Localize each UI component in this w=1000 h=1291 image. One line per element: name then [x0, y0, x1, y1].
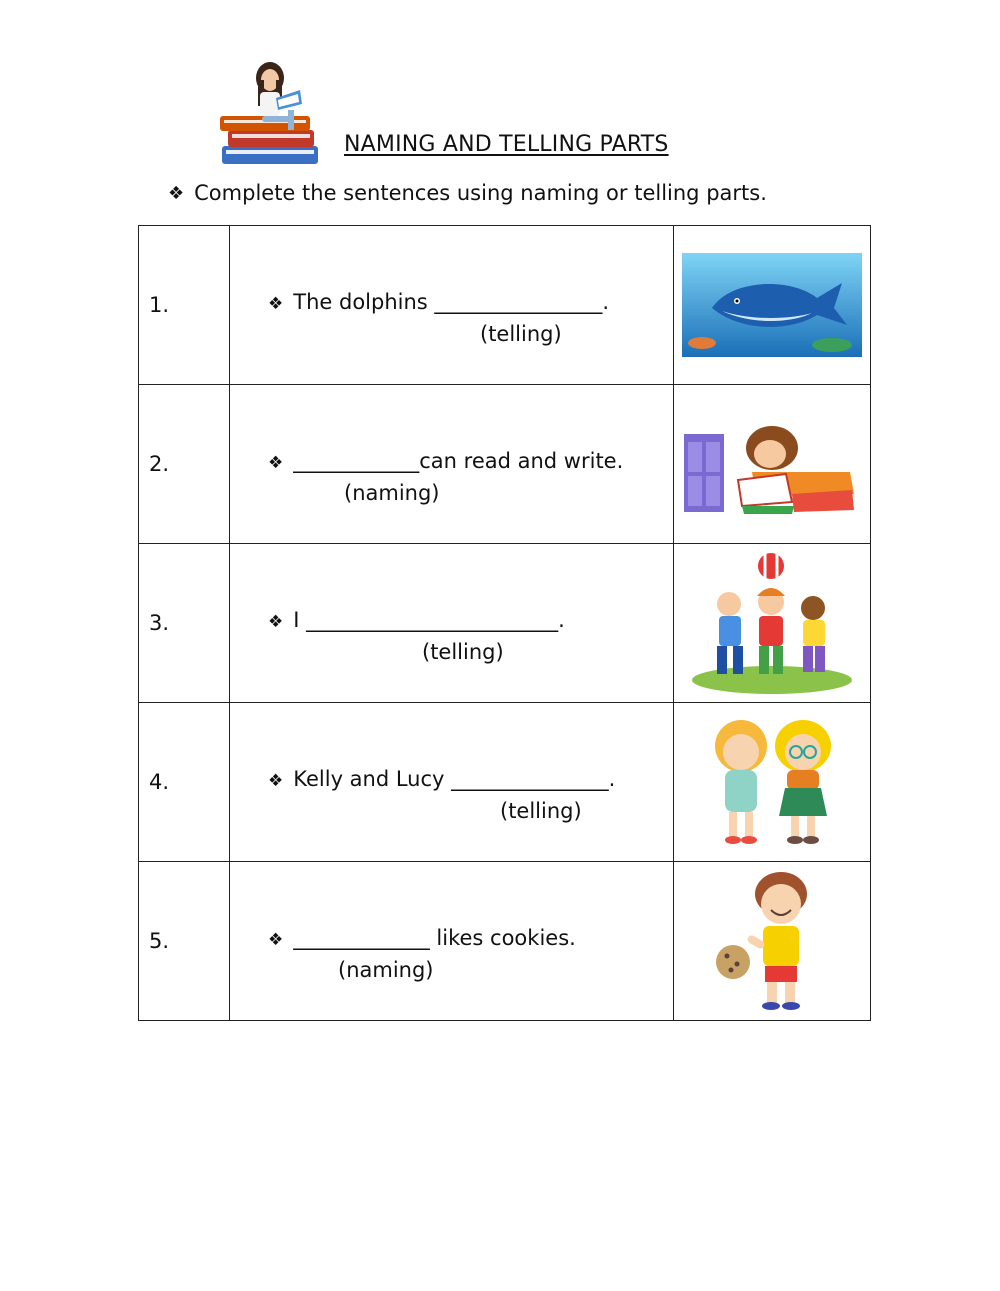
picture-cell	[674, 226, 871, 385]
sentence-text: I ________________________.	[293, 608, 565, 632]
kids-playing-ball-image	[687, 548, 857, 698]
picture-cell	[674, 385, 871, 544]
bullet: ❖	[268, 453, 284, 473]
row-number: 5.	[139, 862, 230, 1021]
page-title: NAMING AND TELLING PARTS	[344, 132, 669, 157]
sentence-cell	[230, 226, 674, 385]
picture-cell	[674, 703, 871, 862]
sentence	[268, 926, 576, 950]
sentence	[268, 608, 565, 632]
row-number: 1.	[139, 226, 230, 385]
table-row	[139, 385, 871, 544]
worksheet-table	[138, 225, 871, 1021]
hint: (naming)	[344, 481, 440, 505]
row-number: 2.	[139, 385, 230, 544]
instruction-text: Complete the sentences using naming or telling parts.	[194, 181, 767, 205]
sentence-cell	[230, 703, 674, 862]
sentence-text: Kelly and Lucy _______________.	[293, 767, 616, 791]
table-row	[139, 862, 871, 1021]
sentence-cell	[230, 385, 674, 544]
girl-reading-image	[682, 402, 862, 526]
table-row	[139, 226, 871, 385]
sentence-cell	[230, 544, 674, 703]
row-number: 3.	[139, 544, 230, 703]
table-row	[139, 544, 871, 703]
sentence	[268, 767, 615, 791]
sentence-text: _____________ likes cookies.	[293, 926, 576, 950]
row-number: 4.	[139, 703, 230, 862]
sentence	[268, 449, 623, 473]
hint: (telling)	[422, 640, 504, 664]
sentence-text: ____________can read and write.	[293, 449, 624, 473]
picture-cell	[674, 544, 871, 703]
bullet: ❖	[268, 930, 284, 950]
sentence	[268, 290, 609, 314]
bullet: ❖	[268, 612, 284, 632]
bullet: ❖	[268, 771, 284, 791]
hint: (telling)	[480, 322, 562, 346]
instruction	[168, 181, 767, 205]
boy-cookie-image	[707, 866, 837, 1016]
hint: (naming)	[338, 958, 434, 982]
sentence-text: The dolphins ________________.	[293, 290, 610, 314]
two-girls-image	[697, 712, 847, 852]
dolphin-image	[682, 253, 862, 357]
table-row	[139, 703, 871, 862]
bullet: ❖	[268, 294, 284, 314]
sentence-cell	[230, 862, 674, 1021]
picture-cell	[674, 862, 871, 1021]
hint: (telling)	[500, 799, 582, 823]
girl-on-books-illustration	[218, 60, 324, 172]
instruction-bullet: ❖	[168, 182, 185, 204]
